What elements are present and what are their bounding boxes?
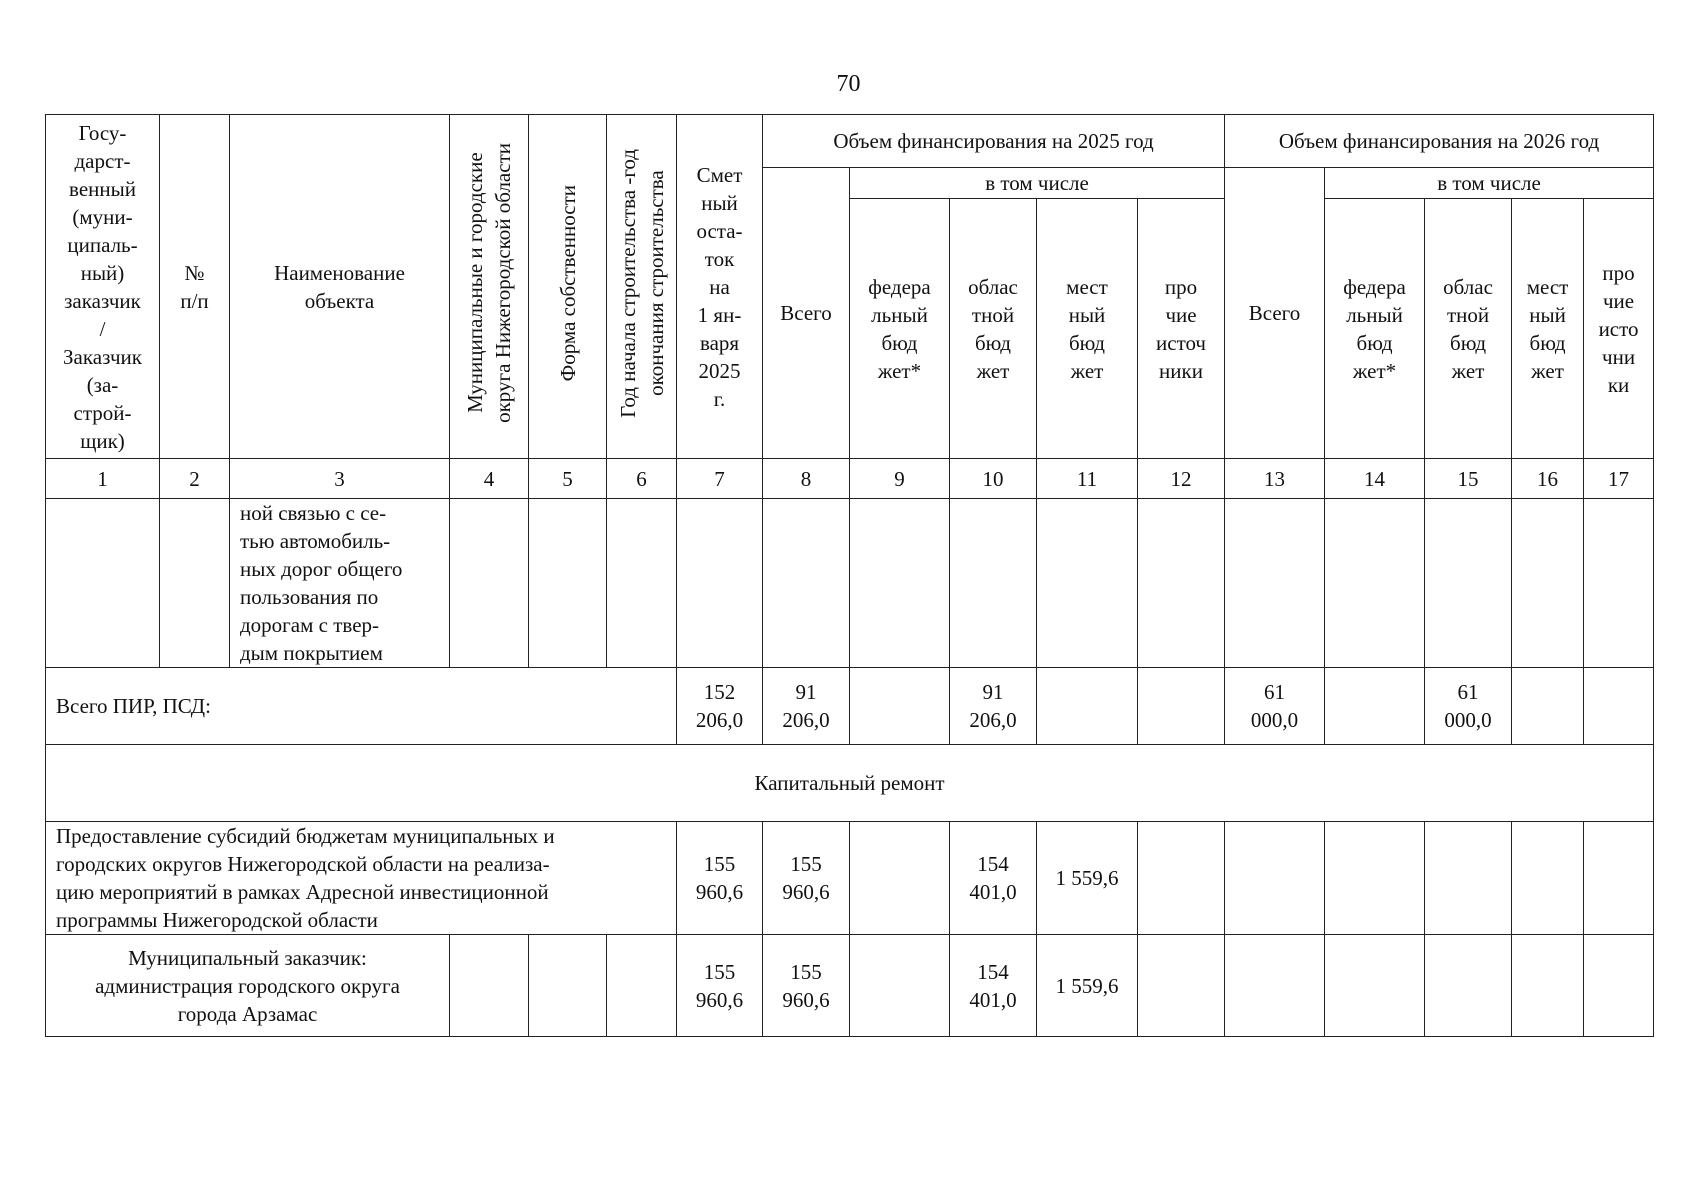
municipal-remainder: 155 960,6 — [677, 935, 763, 1037]
column-number: 3 — [230, 459, 450, 499]
header-ownership-cell — [529, 115, 607, 459]
header-municipal: Муниципальные и городские округа Нижегородской области — [463, 143, 515, 423]
column-number: 8 — [763, 459, 850, 499]
column-number: 17 — [1584, 459, 1654, 499]
column-number: 16 — [1512, 459, 1584, 499]
municipal-regional-2025: 154 401,0 — [950, 935, 1037, 1037]
subsidy-regional-2025: 154 401,0 — [950, 822, 1037, 935]
column-number: 11 — [1037, 459, 1138, 499]
pir-total-remainder: 152 206,0 — [677, 668, 763, 745]
column-number: 13 — [1225, 459, 1325, 499]
column-number: 1 — [46, 459, 160, 499]
header-municipal-cell — [450, 115, 529, 459]
table-row — [46, 668, 1654, 745]
pir-regional-2026: 61 000,0 — [1425, 668, 1512, 745]
column-number: 7 — [677, 459, 763, 499]
pir-total-label: Всего ПИР, ПСД: — [46, 668, 677, 745]
header-regional-2026: облас тной бюд жет — [1425, 199, 1512, 459]
column-number: 6 — [607, 459, 677, 499]
column-number: 4 — [450, 459, 529, 499]
header-other-2025: про чие источ ники — [1138, 199, 1225, 459]
header-including-2026: в том числе — [1325, 168, 1654, 199]
column-number: 12 — [1138, 459, 1225, 499]
header-total-2025: Всего — [763, 168, 850, 459]
table-row — [46, 822, 1654, 935]
page-number: 70 — [836, 71, 861, 97]
header-federal-2026: федера льный бюд жет* — [1325, 199, 1425, 459]
header-object-name: Наименование объекта — [230, 115, 450, 459]
header-ownership: Форма собственности — [555, 184, 580, 382]
table-row — [46, 499, 1654, 668]
header-total-2026: Всего — [1225, 168, 1325, 459]
municipal-local-2025: 1 559,6 — [1037, 935, 1138, 1037]
header-local-2026: мест ный бюд жет — [1512, 199, 1584, 459]
header-financing-2026: Объем финансирования на 2026 год — [1225, 115, 1654, 168]
column-number: 5 — [529, 459, 607, 499]
subsidy-remainder: 155 960,6 — [677, 822, 763, 935]
municipal-total-2025: 155 960,6 — [763, 935, 850, 1037]
header-regional-2025: облас тной бюд жет — [950, 199, 1037, 459]
column-number: 14 — [1325, 459, 1425, 499]
table-row — [46, 935, 1654, 1037]
municipal-customer-label: Муниципальный заказчик: администрация городского округа города Арзамас — [46, 935, 450, 1037]
subsidy-local-2025: 1 559,6 — [1037, 822, 1138, 935]
header-remainder: Смет ный оста- ток на 1 ян- варя 2025 г. — [677, 115, 763, 459]
header-including-2025: в том числе — [850, 168, 1225, 199]
subsidy-label: Предоставление субсидий бюджетам муниципальных и городских округов Нижегородской области на реализа- цию мероприятий в рамках Адресной инвестиционной программы Нижегородской области — [46, 822, 677, 935]
object-name-continuation: ной связью с се- тью автомобиль- ных дорог общего пользования по дорогам с твер- дым покрытием — [230, 499, 450, 668]
column-number: 15 — [1425, 459, 1512, 499]
header-number: № п/п — [160, 115, 230, 459]
header-years-cell — [607, 115, 677, 459]
column-number: 9 — [850, 459, 950, 499]
header-years: Год начала строительства -год окончания строительства — [615, 148, 668, 418]
section-title: Капитальный ремонт — [46, 745, 1654, 822]
pir-total-2026: 61 000,0 — [1225, 668, 1325, 745]
column-number: 2 — [160, 459, 230, 499]
subsidy-total-2025: 155 960,6 — [763, 822, 850, 935]
header-customer: Госу- дарст- венный (муни- ципаль- ный) заказчик / Заказчик (за- строй- щик) — [46, 115, 160, 459]
financing-table — [45, 114, 1654, 1037]
header-other-2026: про чие исто чни ки — [1584, 199, 1654, 459]
header-financing-2025: Объем финансирования на 2025 год — [763, 115, 1225, 168]
pir-regional-2025: 91 206,0 — [950, 668, 1037, 745]
header-federal-2025: федера льный бюд жет* — [850, 199, 950, 459]
column-number: 10 — [950, 459, 1037, 499]
pir-total-2025: 91 206,0 — [763, 668, 850, 745]
header-local-2025: мест ный бюд жет — [1037, 199, 1138, 459]
